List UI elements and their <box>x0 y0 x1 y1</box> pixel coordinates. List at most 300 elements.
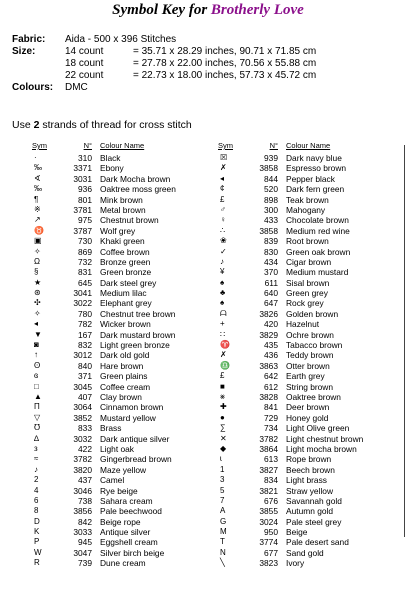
size-row <box>12 58 316 70</box>
symbol-glyph: 5 <box>220 485 225 495</box>
colour-name: Green oak brown <box>286 246 351 257</box>
table-row <box>32 350 210 360</box>
dmc-number: 801 <box>78 194 92 205</box>
colour-name: Clay brown <box>100 391 142 402</box>
symbol-glyph: ✕ <box>220 433 227 443</box>
colour-name: Tabacco brown <box>286 340 343 351</box>
colour-name: Rope brown <box>286 454 332 465</box>
dmc-number: 839 <box>264 236 278 247</box>
table-row <box>32 486 210 496</box>
dmc-number: 834 <box>264 475 278 486</box>
symbol-glyph: ✚ <box>220 402 227 412</box>
table-row <box>218 278 396 288</box>
table-header <box>218 141 396 153</box>
symbol-glyph: + <box>220 319 225 329</box>
dmc-number: 842 <box>78 516 92 527</box>
symbol-glyph: ✣ <box>34 298 41 308</box>
dmc-number: 939 <box>264 153 278 163</box>
colour-name: Coffee cream <box>100 381 151 392</box>
dmc-number: 3781 <box>73 204 92 215</box>
symbol-glyph: 7 <box>220 495 225 505</box>
dmc-number: 3047 <box>73 547 92 558</box>
colour-name: Dark mustard brown <box>100 329 176 340</box>
colour-name: Gingerbread brown <box>100 454 172 465</box>
colour-name: Light Olive green <box>286 423 350 434</box>
colour-name: Beige <box>286 527 308 538</box>
table-row <box>218 153 396 163</box>
table-row <box>32 548 210 558</box>
table-row <box>218 309 396 319</box>
dmc-number: 3032 <box>73 433 92 444</box>
colour-name: Light mocha brown <box>286 443 357 454</box>
symbol-glyph: G <box>220 516 227 526</box>
colour-name: Ivory <box>286 558 305 569</box>
dmc-number: 612 <box>264 381 278 392</box>
dmc-number: 437 <box>78 475 92 486</box>
table-row <box>218 402 396 412</box>
dmc-number: 371 <box>78 371 92 382</box>
colour-name: Espresso brown <box>286 163 347 174</box>
dmc-number: 832 <box>78 340 92 351</box>
table-row <box>32 184 210 194</box>
dmc-number: 520 <box>264 184 278 195</box>
symbol-glyph: ⨳ <box>220 391 225 401</box>
colour-name: Pepper black <box>286 173 335 184</box>
symbol-glyph: ✓ <box>220 246 227 256</box>
colour-name: Black <box>100 153 121 163</box>
symbol-glyph: ▣ <box>34 236 42 246</box>
symbol-glyph: ◂ <box>220 173 225 183</box>
right-divider <box>404 145 405 537</box>
symbol-glyph: ◂ <box>34 319 39 329</box>
table-row <box>32 475 210 485</box>
fabric-value: Aida - 500 x 396 Stitches <box>65 34 177 45</box>
dmc-number: 729 <box>264 412 278 423</box>
colour-name: Metal brown <box>100 204 146 215</box>
size-value: = 22.73 x 18.00 inches, 57.73 x 45.72 cm <box>133 70 317 81</box>
table-row <box>218 413 396 423</box>
colour-name: Honey gold <box>286 412 329 423</box>
symbol-glyph: ⊛ <box>34 288 41 298</box>
symbol-glyph: · <box>34 153 37 162</box>
colour-name: Wicker brown <box>100 319 151 330</box>
size-count: 22 count <box>65 70 104 81</box>
colour-name: String brown <box>286 381 334 392</box>
symbol-glyph: N <box>220 547 226 557</box>
symbol-glyph: ɩ <box>220 454 222 464</box>
symbol-glyph: Ω <box>34 256 40 266</box>
symbol-table-right <box>218 141 396 569</box>
symbol-glyph: ∷ <box>220 329 226 339</box>
size-count: 18 count <box>65 58 104 69</box>
table-row <box>218 465 396 475</box>
symbol-glyph: ♠ <box>220 298 225 308</box>
dmc-number: 3782 <box>259 433 278 444</box>
dmc-number: 3064 <box>73 402 92 413</box>
table-row <box>218 184 396 194</box>
table-row <box>32 517 210 527</box>
colour-name: Straw yellow <box>286 485 334 496</box>
dmc-number: 732 <box>78 256 92 267</box>
table-row <box>32 423 210 433</box>
colour-name: Ochre brown <box>286 329 334 340</box>
dmc-number: 3858 <box>259 225 278 236</box>
table-row <box>218 444 396 454</box>
table-row <box>218 195 396 205</box>
symbol-glyph: 6 <box>34 495 39 505</box>
table-row <box>32 195 210 205</box>
symbol-glyph: ★ <box>34 277 42 287</box>
dmc-number: 738 <box>78 495 92 506</box>
colour-name: Chocolate brown <box>286 215 349 226</box>
dmc-number: 647 <box>264 298 278 309</box>
symbol-glyph: £ <box>220 194 225 204</box>
colour-name: Rye beige <box>100 485 138 496</box>
dmc-number: 841 <box>264 402 278 413</box>
symbol-glyph: ╲ <box>220 558 225 568</box>
dmc-number: 869 <box>78 246 92 257</box>
colour-name: Silver birch beige <box>100 547 165 558</box>
table-row <box>218 548 396 558</box>
colour-name: Cinnamon brown <box>100 402 164 413</box>
symbol-glyph: T <box>220 537 225 547</box>
dmc-number: 3826 <box>259 308 278 319</box>
colour-name: Light green bronze <box>100 340 170 351</box>
dmc-number: 300 <box>264 204 278 215</box>
colour-name: Dark antique silver <box>100 433 170 444</box>
dmc-number: 436 <box>264 350 278 361</box>
table-row <box>32 444 210 454</box>
colour-name: Mahogany <box>286 204 326 215</box>
table-row <box>218 371 396 381</box>
symbol-glyph: ✧ <box>34 246 41 256</box>
dmc-number: 3820 <box>73 464 92 475</box>
colour-name: Light brass <box>286 475 327 486</box>
symbol-glyph: £ <box>220 371 225 381</box>
table-row <box>218 486 396 496</box>
table-row <box>32 278 210 288</box>
note-strands: 2 <box>33 119 40 131</box>
symbol-glyph: ◙ <box>34 340 39 350</box>
symbol-glyph: ∑ <box>220 423 226 433</box>
size-label: Size: <box>12 46 36 57</box>
colour-name: Oaktree brown <box>286 391 341 402</box>
title-brand: Brotherly Love <box>210 2 304 18</box>
table-row <box>218 163 396 173</box>
table-row <box>218 226 396 236</box>
symbol-glyph: з <box>34 443 38 453</box>
symbol-glyph: ᗩ <box>220 308 227 318</box>
symbol-glyph: ☒ <box>220 153 228 162</box>
symbol-glyph: ♪ <box>220 256 224 266</box>
table-row <box>32 153 210 163</box>
colour-name: Maze yellow <box>100 464 147 475</box>
symbol-glyph: ■ <box>220 381 225 391</box>
colour-name: Wolf grey <box>100 225 136 236</box>
colour-name: Camel <box>100 475 125 486</box>
colour-name: Dune cream <box>100 558 146 569</box>
dmc-number: 3371 <box>73 163 92 174</box>
colour-name: Teddy brown <box>286 350 334 361</box>
symbol-glyph: ɞ <box>34 371 39 381</box>
table-row <box>32 392 210 402</box>
table-row <box>32 382 210 392</box>
colour-name: Eggshell cream <box>100 537 158 548</box>
table-row <box>32 340 210 350</box>
colour-name: Green bronze <box>100 267 152 278</box>
colour-name: Mink brown <box>100 194 143 205</box>
colour-name: Rock grey <box>286 298 324 309</box>
dmc-number: 3041 <box>73 288 92 299</box>
table-row <box>218 330 396 340</box>
header-number: N° <box>83 141 92 150</box>
dmc-number: 407 <box>78 391 92 402</box>
table-row <box>32 226 210 236</box>
dmc-number: 3856 <box>73 506 92 517</box>
dmc-number: 676 <box>264 495 278 506</box>
symbol-table-left <box>32 141 210 569</box>
table-row <box>32 537 210 547</box>
dmc-number: 3031 <box>73 173 92 184</box>
table-row <box>32 402 210 412</box>
table-row <box>218 392 396 402</box>
table-row <box>32 506 210 516</box>
size-value: = 27.78 x 22.00 inches, 70.56 x 55.88 cm <box>133 58 317 69</box>
colours-value: DMC <box>65 82 88 93</box>
symbol-glyph: ❀ <box>220 236 227 246</box>
symbol-glyph: ♂ <box>220 204 226 214</box>
dmc-number: 831 <box>78 267 92 278</box>
colour-name: Beige rope <box>100 516 141 527</box>
symbol-glyph: R <box>34 558 40 568</box>
dmc-number: 734 <box>264 423 278 434</box>
dmc-number: 433 <box>264 215 278 226</box>
colour-name: Oaktree moss green <box>100 184 176 195</box>
colour-name: Otter brown <box>286 360 330 371</box>
colour-name: Chestnut tree brown <box>100 308 176 319</box>
symbol-glyph: 1 <box>220 464 225 474</box>
symbol-glyph: P <box>34 537 40 547</box>
colour-name: Pale desert sand <box>286 537 349 548</box>
table-row <box>218 340 396 350</box>
dmc-number: 310 <box>78 153 92 163</box>
table-row <box>32 558 210 568</box>
dmc-number: 975 <box>78 215 92 226</box>
header-number: N° <box>269 141 278 150</box>
table-row <box>32 330 210 340</box>
dmc-number: 645 <box>78 277 92 288</box>
table-row <box>218 350 396 360</box>
dmc-number: 3022 <box>73 298 92 309</box>
dmc-number: 3855 <box>259 506 278 517</box>
colour-name: Sisal brown <box>286 277 330 288</box>
symbol-glyph: ▽ <box>34 412 41 422</box>
note-post: strands of thread for cross stitch <box>39 119 192 131</box>
dmc-number: 422 <box>78 443 92 454</box>
size-row <box>12 70 316 82</box>
dmc-number: 3827 <box>259 464 278 475</box>
dmc-number: 613 <box>264 454 278 465</box>
dmc-number: 3033 <box>73 527 92 538</box>
colour-name: Hare brown <box>100 360 144 371</box>
colour-name: Green grey <box>286 288 328 299</box>
colour-name: Bronze green <box>100 256 151 267</box>
colour-name: Medium lilac <box>100 288 147 299</box>
symbol-glyph: ✗ <box>220 163 227 173</box>
colour-name: Dark old gold <box>100 350 150 361</box>
dmc-number: 435 <box>264 340 278 351</box>
colour-name: Medium mustard <box>286 267 349 278</box>
symbol-glyph: ℧ <box>34 423 41 433</box>
dmc-number: 3782 <box>73 454 92 465</box>
dmc-number: 3829 <box>259 329 278 340</box>
table-row <box>218 382 396 392</box>
strand-note <box>12 119 192 131</box>
fabric-row <box>12 34 316 46</box>
table-row <box>32 298 210 308</box>
symbol-glyph: W <box>34 547 42 557</box>
symbol-glyph: ※ <box>34 204 41 214</box>
symbol-glyph: ♈ <box>220 340 230 350</box>
table-row <box>32 527 210 537</box>
colour-name: Autumn gold <box>286 506 334 517</box>
dmc-number: 945 <box>78 537 92 548</box>
table-row <box>32 267 210 277</box>
dmc-number: 950 <box>264 527 278 538</box>
header-sym: Sym <box>32 141 47 150</box>
symbol-glyph: A <box>220 506 226 516</box>
symbol-glyph: ● <box>220 412 225 422</box>
colour-name: Cigar brown <box>286 256 332 267</box>
symbol-glyph: ∢ <box>34 173 41 183</box>
dmc-number: 3821 <box>259 485 278 496</box>
table-row <box>218 537 396 547</box>
dmc-number: 611 <box>264 277 278 288</box>
table-row <box>218 288 396 298</box>
symbol-glyph: ♠ <box>220 277 225 287</box>
colour-name: Mustard yellow <box>100 412 156 423</box>
dmc-number: 830 <box>264 246 278 257</box>
dmc-number: 3046 <box>73 485 92 496</box>
table-row <box>32 413 210 423</box>
symbol-glyph: □ <box>34 381 39 391</box>
colour-name: Hazelnut <box>286 319 320 330</box>
table-row <box>218 527 396 537</box>
table-row <box>32 215 210 225</box>
symbol-glyph: ʘ <box>34 360 41 370</box>
colour-name: Deer brown <box>286 402 330 413</box>
colour-name: Elephant grey <box>100 298 152 309</box>
symbol-glyph: ¶ <box>34 194 39 204</box>
symbol-glyph: 2 <box>34 475 39 485</box>
table-row <box>32 465 210 475</box>
table-row <box>218 454 396 464</box>
table-row <box>218 205 396 215</box>
table-row <box>218 506 396 516</box>
table-row <box>32 163 210 173</box>
symbol-glyph: D <box>34 516 40 526</box>
dmc-number: 739 <box>78 558 92 569</box>
colour-name: Chestnut brown <box>100 215 159 226</box>
symbol-glyph: ‰ <box>34 184 42 194</box>
table-row <box>218 298 396 308</box>
symbol-glyph: ◆ <box>220 443 227 453</box>
header-sym: Sym <box>218 141 233 150</box>
colour-name: Brass <box>100 423 122 434</box>
dmc-number: 642 <box>264 371 278 382</box>
symbol-glyph: ♎ <box>220 360 230 370</box>
symbol-glyph: ≈ <box>34 454 39 464</box>
symbol-glyph: Π <box>34 402 40 412</box>
dmc-number: 936 <box>78 184 92 195</box>
table-row <box>218 174 396 184</box>
dmc-number: 844 <box>264 173 278 184</box>
colour-name: Sahara cream <box>100 495 153 506</box>
dmc-number: 3012 <box>73 350 92 361</box>
table-row <box>32 496 210 506</box>
dmc-number: 640 <box>264 288 278 299</box>
colour-name: Root brown <box>286 236 329 247</box>
symbol-glyph: ♀ <box>220 215 226 225</box>
dmc-number: 3863 <box>259 360 278 371</box>
table-row <box>218 496 396 506</box>
dmc-number: 730 <box>78 236 92 247</box>
dmc-number: 898 <box>264 194 278 205</box>
dmc-number: 3823 <box>259 558 278 569</box>
dmc-number: 3864 <box>259 443 278 454</box>
table-row <box>32 371 210 381</box>
header-colour-name: Colour Name <box>100 141 145 150</box>
colour-name: Dark Mocha brown <box>100 173 171 184</box>
colour-name: Coffee brown <box>100 246 150 257</box>
table-row <box>218 236 396 246</box>
table-row <box>218 517 396 527</box>
symbol-glyph: ¢ <box>220 184 225 194</box>
dmc-number: 3024 <box>259 516 278 527</box>
dmc-number: 167 <box>78 329 92 340</box>
table-row <box>32 247 210 257</box>
symbol-glyph: ♉ <box>34 225 44 235</box>
table-row <box>218 267 396 277</box>
dmc-number: 370 <box>264 267 278 278</box>
dmc-number: 3774 <box>259 537 278 548</box>
fabric-label: Fabric: <box>12 34 46 45</box>
symbol-glyph: 8 <box>34 506 39 516</box>
header-colour-name: Colour Name <box>286 141 331 150</box>
table-row <box>218 247 396 257</box>
colour-name: Golden brown <box>286 308 339 319</box>
table-row <box>218 475 396 485</box>
symbol-glyph: K <box>34 527 40 537</box>
colour-name: Pale steel grey <box>286 516 342 527</box>
table-row <box>218 361 396 371</box>
colour-name: Dark steel grey <box>100 277 157 288</box>
colour-name: Teak brown <box>286 194 329 205</box>
size-value: = 35.71 x 28.29 inches, 90.71 x 71.85 cm <box>133 46 317 57</box>
table-row <box>218 257 396 267</box>
page-title <box>0 2 416 19</box>
colour-name: Medium red wine <box>286 225 350 236</box>
dmc-number: 677 <box>264 547 278 558</box>
colours-row <box>12 82 316 94</box>
colour-name: Light oak <box>100 443 134 454</box>
symbol-glyph: ↗ <box>34 215 41 225</box>
note-pre: Use <box>12 119 34 131</box>
symbol-glyph: § <box>34 267 39 277</box>
dmc-number: 3828 <box>259 391 278 402</box>
colour-name: Pale beechwood <box>100 506 162 517</box>
table-row <box>218 319 396 329</box>
